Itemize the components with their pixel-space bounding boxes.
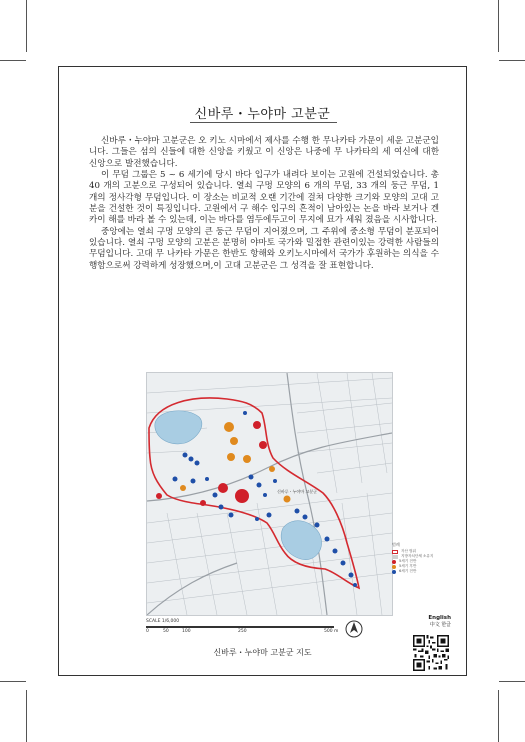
site-map-svg — [147, 373, 392, 615]
language-english: English — [428, 615, 451, 621]
body-text — [89, 136, 439, 272]
page-title: 신바루・누야마 고분군 — [194, 107, 331, 122]
legend-item-early-6c — [392, 569, 456, 574]
legend-label: 6세기 전반 — [399, 569, 417, 573]
legend-dot — [392, 560, 396, 564]
scale-tick: 50 — [163, 629, 169, 634]
language-label — [401, 615, 451, 629]
legend-swatch — [392, 550, 398, 554]
legend-label: 자산 범위 — [401, 549, 417, 553]
legend-heading: 범례 — [392, 542, 400, 547]
qr-code-icon[interactable] — [413, 635, 449, 671]
crop-mark — [26, 0, 27, 52]
site-label: 신바루・누야마 고분군 — [277, 489, 318, 494]
legend-swatch — [392, 555, 398, 559]
site-map — [146, 372, 393, 616]
legend-dot — [392, 570, 396, 574]
map-legend — [392, 542, 456, 574]
language-others: 中文 한글 — [429, 622, 451, 628]
scale-tick: 250 — [238, 629, 247, 634]
scale-tick: 100 — [182, 629, 191, 634]
map-caption: 신바루・누야마 고분군 지도 — [213, 648, 312, 657]
paragraph-1: 신바루・누야마 고분군은 오 키노 시마에서 제사를 수행 한 무나카타 가문이 세운 고분군입니다. 그들은 섬의 신들에 대한 신앙을 키웠고 이 신앙은 나중에 무 나카타의 세 여신에 대한 신앙으로 발전했습니다. — [89, 136, 439, 169]
scale-tick: 0 — [146, 629, 149, 634]
scale-bar — [146, 626, 334, 628]
crop-mark — [498, 0, 499, 52]
legend-label: 5세기 후반 — [399, 564, 417, 568]
map-scale — [146, 619, 346, 639]
legend-label: 5세기 전반 — [399, 559, 417, 563]
paragraph-2: 이 무덤 그룹은 5 ~ 6 세기에 당시 바다 입구가 내려다 보이는 고원에 건설되었습니다. 총 40 개의 고분으로 구성되어 있습니다. 열쇠 구멍 모양의 6 개의 무덤, 33 개의 둥근 무덤, 1 개의 정사각형 무덤입니다. 이 장소는 비교적 오랜 기간에 걸쳐 다양한 크기와 모양의 고대 고분을 건설한 것이 특징입니다. 고원에서 구 해수 입구의 흔적이 남아있는 논을 바라 보거나 겐 카이 해를 바라 볼 수 있는데, 이는 바다를 염두에두고이 무지에 묘가 세워 졌음을 시사합니다. — [89, 170, 439, 226]
crop-mark — [499, 681, 525, 682]
legend-dot — [392, 565, 396, 569]
crop-mark — [0, 60, 26, 61]
north-arrow-icon — [345, 620, 363, 638]
crop-mark — [0, 681, 26, 682]
crop-mark — [499, 60, 525, 61]
legend-label: 지방자치단체 소유지 — [401, 554, 434, 558]
scale-ratio: SCALE 1/6,000 — [146, 619, 180, 624]
paragraph-3: 중앙에는 열쇠 구멍 모양의 큰 둥근 무덤이 지어졌으며, 그 주위에 중소형 무덤이 분포되어 있습니다. 열쇠 구멍 모양의 고분은 분명히 야마토 국가와 밀접한 관련이있는 강력한 사람들의 무덤입니다. 고대 무 나카타 가문은 한반도 항해와 오키노시마에서 국가가 후원하는 의식을 수행함으로써 강력하게 성장했으며,이 고대 고분군은 그 성격을 잘 표현합니다. — [89, 226, 439, 271]
signboard-frame — [58, 66, 467, 676]
title-underline — [190, 122, 337, 123]
crop-mark — [26, 690, 27, 742]
scale-tick: 500 m — [324, 629, 339, 634]
crop-mark — [498, 690, 499, 742]
